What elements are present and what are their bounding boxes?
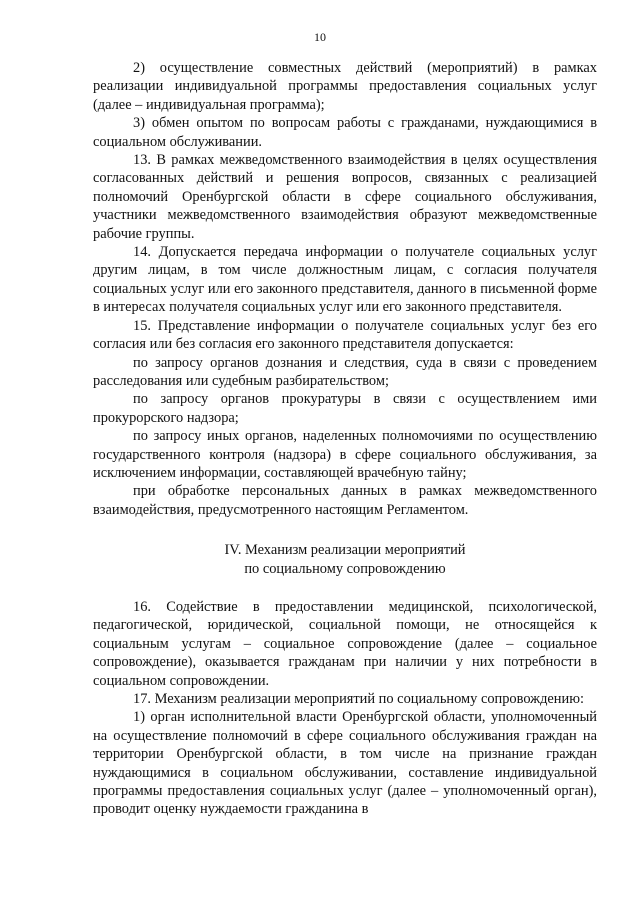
section-heading-line-2: по социальному сопровождению — [244, 560, 446, 577]
paragraph-personal-data: при обработке персональных данных в рамках межведомственного взаимодействия, предусмотренного настоящим Регламентом. — [93, 483, 597, 518]
document-body — [93, 59, 597, 819]
paragraph-clause-13: 13. В рамках межведомственного взаимодействия в целях осуществления согласованных действий и решения вопросов, связанных с реализацией полномочий Оренбургской области в сфере социального обслуживания, участники межведомственного взаимодействия образуют межведомственные рабочие группы. — [93, 152, 597, 242]
paragraph-inquiry-other-bodies: по запросу иных органов, наделенных полномочиями по осуществлению государственного контроля (надзора) в сфере социального обслуживания, за исключением информации, составляющей врачебную тайну; — [93, 428, 597, 481]
paragraph-item-1-authorized-body: 1) орган исполнительной власти Оренбургской области, уполномоченный на осуществление полномочий в сфере социального обслуживания граждан на территории Оренбургской области, в том числе на признание граждан нуждающимися в социальном обслуживании, составление индивидуальной программы предоставления социальных услуг (далее – уполномоченный орган), проводит оценку нуждаемости гражданина в — [93, 709, 597, 818]
paragraph-clause-16: 16. Содействие в предоставлении медицинской, психологической, педагогической, юридической, социальной помощи, не относящейся к социальным услугам – социальное сопровождение (далее – социальное сопровождение), оказывается гражданам при наличии у них потребности в социальном сопровождении. — [93, 598, 597, 689]
paragraph-clause-17: 17. Механизм реализации мероприятий по социальному сопровождению: — [133, 691, 584, 707]
paragraph-inquiry-investigation: по запросу органов дознания и следствия, суда в связи с проведением расследования или судебным разбирательством; — [93, 354, 597, 389]
section-heading — [93, 541, 597, 578]
paragraph-item-2: 2) осуществление совместных действий (мероприятий) в рамках реализации индивидуальной программы предоставления социальных услуг (далее – индивидуальная программа); — [93, 60, 597, 113]
paragraph-inquiry-prosecution: по запросу органов прокуратуры в связи с осуществлением ими прокурорского надзора; — [93, 391, 597, 426]
page-number: 10 — [314, 30, 326, 44]
paragraph-clause-15: 15. Представление информации о получателе социальных услуг без его согласия или без согласия его законного представителя допускается: — [93, 317, 597, 353]
paragraph-item-3: 3) обмен опытом по вопросам работы с гражданами, нуждающимися в социальном обслуживании. — [93, 115, 597, 150]
paragraph-clause-14: 14. Допускается передача информации о получателе социальных услуг другим лицам, в том числе должностным лицам, с согласия получателя социальных услуг или его законного представителя, данного в письменной форме в интересах получателя социальных услуг или его законного представителя. — [93, 244, 597, 316]
section-heading-line-1: IV. Механизм реализации мероприятий — [224, 542, 466, 559]
